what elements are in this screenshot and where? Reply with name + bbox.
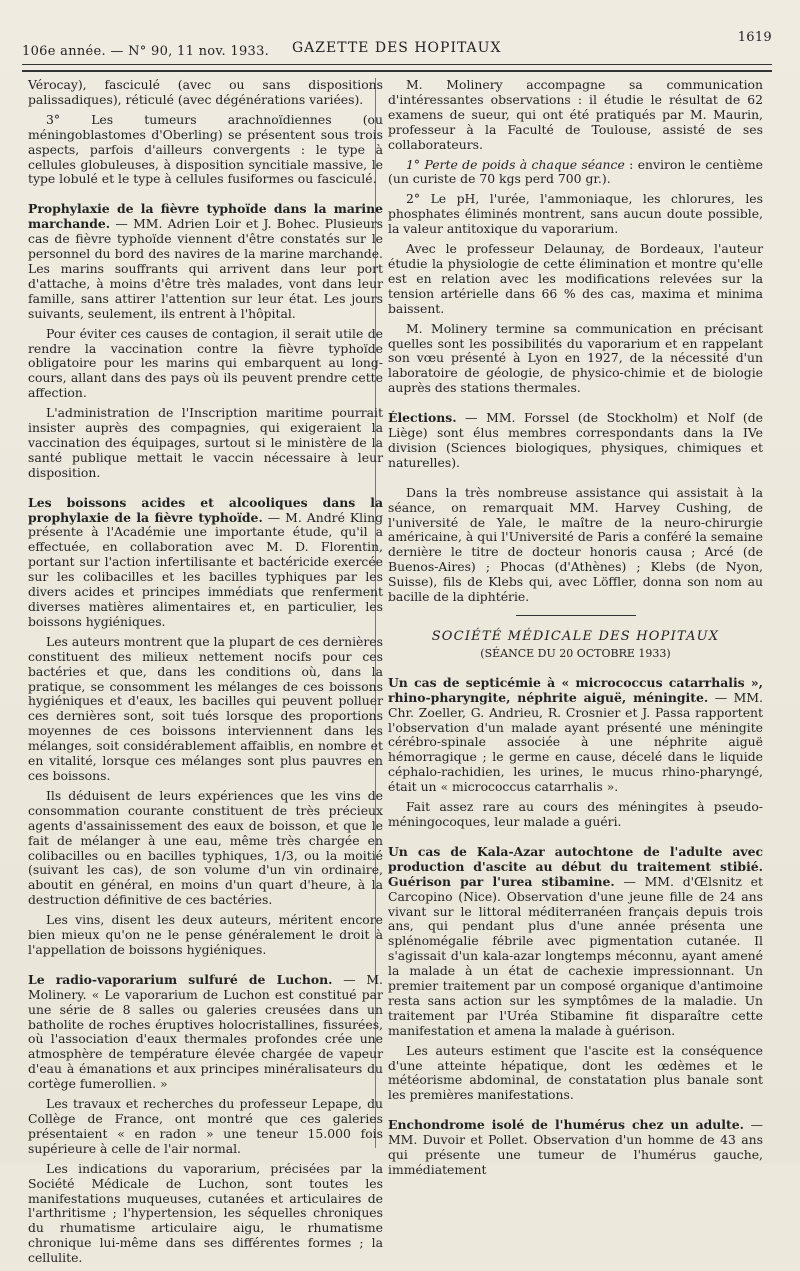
article-body: présente à l'Académie une importante étude, qu'il a effectuée, en collaboration avec M. D. Florentin, portant sur l'action infertilisante et bactéricide exercée sur les colibacilles et les bacilles typhiques par les divers acides et principes immédiats que renferment diverses matières alimentaires et, en particulier, les boissons hygiéniques. (28, 524, 383, 629)
article-body: Observation d'une jeune fille de 24 ans vivant sur le littoral méditerranéen français depuis trois ans, qui pendant plus d'une année présenta une splénomégalie fébrile avec pigmentation cutanée. Il s'agissait d'un kala-azar longtemps méconnu, ayant amené la malade à un état de cachexie impressionnant. Un premier traitement par un composé organique d'antimoine resta sans action sur les symptômes de la maladie. Un traitement par l'Uréa Stibamine fit disparaître cette manifestation et amena la malade à guérison. (388, 888, 764, 1038)
article-authors: — M. André Kling (262, 509, 383, 525)
article-radio-vaporarium (28, 973, 383, 1092)
header-rule-thick (22, 70, 772, 72)
paragraph: Ils déduisent de leurs expériences que les vins de consommation courante constituent de très précieux agents d'assainissement des eaux de boisson, et que le fait de mélanger à une eau, même très chargée en colibacilles ou en bacilles typhiques, 1/3, ou la moitié (suivant les cas), de son volume d'un vin ordinaire, aboutit en général, en moins d'un quart d'heure, à la destruction définitive de ces bactéries. (28, 787, 383, 908)
section-divider (516, 615, 636, 616)
issue-info: 106e année. — N° 90, 11 nov. 1933. (22, 44, 270, 59)
page-header (22, 30, 772, 66)
paragraph: M. Molinery termine sa communication en précisant quelles sont les possibilités du vaporarium et en rappelant son vœu présenté à Lyon en 1927, de la nécessité d'un laboratoire de géologie, de physico-chimie et de biologie auprès des stations thermales. (388, 320, 763, 396)
article-typhoid-marine (28, 202, 383, 321)
article-body: Plusieurs cas de fièvre typhoïde viennent d'être constatés sur le personnel du bord des navires de la marine marchande. Les marins souffrants qui arrivent dans leur port d'attache, à moins d'être très malades, vont dans leur famille, sans attirer l'attention sur leur état. Les jours suivants, seulement, ils entrent à l'hôpital. (28, 216, 383, 321)
article-elections (388, 411, 763, 471)
paragraph: Avec le professeur Delaunay, de Bordeaux, l'auteur étudie la physiologie de cette élimination et montre qu'elle est en relation avec les modifications relevées sur la tension artérielle dans 66 % des cas, maxima et minima baissent. (388, 241, 763, 316)
paragraph: 2° Le pH, l'urée, l'ammoniaque, les chlorures, les phosphates éliminés montrent, sans aucun doute possible, la valeur antitoxique du vaporarium. (388, 191, 763, 237)
right-column (388, 78, 763, 1183)
paragraph: Les vins, disent les deux auteurs, méritent encore bien mieux qu'on ne le pense généralement le droit à l'appellation de boissons hygiéniques. (28, 912, 383, 957)
article-authors: — MM. d'Œlsnitz et Carcopino (Nice). (388, 873, 763, 904)
article-body: rapportent l'observation d'un malade ayant présenté une méningite cérébro-spinale associée à une néphrite aiguë hémorragique ; le germe en cause, décelé dans le liquide céphalo-rachidien, les urines, le mucus rhino-pharyngé, était un « micrococcus catarrhalis ». (388, 704, 763, 795)
article-title: Enchondrome isolé de l'humérus chez un adulte. (388, 1117, 744, 1133)
paragraph: Dans la très nombreuse assistance qui assistait à la séance, on remarquait MM. Harvey Cushing, de l'université de Yale, le maître de la neuro-chirurgie américaine, à qui l'Université de Paris a conféré la semaine dernière le titre de docteur honoris causa ; Arcé (de Buenos-Aires) ; Phocas (d'Athènes) ; Klebs (de Nyon, Suisse), fils de Klebs qui, avec Löffler, donna son nom au bacille de la diphtérie. (388, 484, 763, 605)
article-body: Observation d'un homme de 43 ans qui présente une tumeur de l'humérus gauche, immédiatement (388, 1132, 763, 1177)
header-rule (22, 64, 772, 65)
article-authors: — M. Molinery. (28, 971, 383, 1002)
article-title: Le radio-vaporarium sulfuré de Luchon. (28, 971, 333, 987)
paragraph: M. Molinery accompagne sa communication d'intéressantes observations : il étudie le résultat de 62 examens de sueur, qui ont été pratiqués par M. Maurin, professeur à la Faculté de Toulouse, assisté de ses collaborateurs. (388, 77, 763, 152)
emphasis: 1° Perte de poids à chaque séance (406, 156, 625, 172)
paragraph: Fait assez rare au cours des méningites à pseudo-méningocoques, leur malade a guéri. (388, 799, 763, 829)
paragraph: 3° Les tumeurs arachnoïdiennes (ou méningoblastomes d'Oberling) se présentent sous trois aspects, parfois d'ailleurs convergents : le type à cellules globuleuses, à disposition syncitiale massive, le type lobulé et le type à cellules fusiformes ou fasciculé. (28, 111, 383, 187)
article-authors: — MM. Chr. Zoeller, G. Andrieu, R. Crosnier et J. Passa (388, 689, 763, 720)
left-column (28, 78, 383, 1271)
article-title: Prophylaxie de la fièvre typhoïde dans la marine marchande. (28, 201, 383, 232)
article-authors: — MM. Duvoir et Pollet. (388, 1117, 763, 1148)
article-enchondroma (388, 1118, 763, 1178)
page-number: 1619 (737, 30, 772, 45)
text: : environ le centième (un curiste de 70 kgs perd 700 gr.). (388, 156, 763, 187)
article-title: Un cas de septicémie à « micrococcus catarrhalis », rhino-pharyngite, néphrite aiguë, méningite. (388, 674, 763, 705)
paragraph: Vérocay), fasciculé (avec ou sans dispositions palissadiques), réticulé (avec dégénérations variées). (28, 77, 383, 107)
article-title: Élections. (388, 410, 457, 426)
article-kala-azar (388, 845, 763, 1039)
paragraph: L'administration de l'Inscription maritime pourrait insister auprès des compagnies, qui exigeraient la vaccination des équipages, surtout si le ministère de la santé publique mettait le vaccin nécessaire à leur disposition. (28, 405, 383, 480)
article-title: Les boissons acides et alcooliques dans la prophylaxie de la fièvre typhoïde. (28, 494, 383, 525)
paragraph (388, 158, 763, 188)
publication-title: GAZETTE DES HOPITAUX (292, 40, 502, 56)
article-authors: — MM. Adrien Loir et J. Bohec. (110, 216, 325, 232)
article-acid-drinks (28, 496, 383, 630)
paragraph: Les indications du vaporarium, précisées par la Société Médicale de Luchon, sont toutes les manifestations muqueuses, cutanées et articulaires de l'arthritisme ; l'hypertension, les séquelles chroniques du rhumatisme articulaire aigu, le rhumatisme chronique lui-même dans ses différentes formes ; la cellulite. (28, 1160, 383, 1266)
article-septicemia (388, 676, 763, 795)
article-body: — MM. Forssel (de Stockholm) et Nolf (de Liège) sont élus membres correspondants dans la IVe division (Sciences biologiques, physiques, chimiques et naturelles). (388, 410, 763, 470)
paragraph: Les auteurs estiment que l'ascite est la conséquence d'une atteinte hépatique, dont les œdèmes et le météorisme abdominal, de constatation plus banale sont les premières manifestations. (388, 1042, 763, 1103)
section-title: SOCIÉTÉ MÉDICALE DES HOPITAUX (431, 629, 720, 644)
paragraph: Pour éviter ces causes de contagion, il serait utile de rendre la vaccination contre la fièvre typhoïde obligatoire pour les marins qui embarquent au long-cours, allant dans des pays où ils peuvent prendre cette affection. (28, 325, 383, 401)
article-body: « Le vaporarium de Luchon est constitué par une série de 8 salles ou galeries creusées dans un batholite de roches éruptives holocristallines, fissurées, où l'association d'eaux thermales profondes crée une atmosphère de température élevée chargée de vapeur d'eau à émanations et aux principes minéralisateurs du cortège fumerollien. » (28, 986, 383, 1092)
paragraph: Les travaux et recherches du professeur Lepape, du Collège de France, ont montré que ces galeries présentaient « en radon » une teneur 15.000 fois supérieure à celle de l'air normal. (28, 1096, 383, 1156)
paragraph: Les auteurs montrent que la plupart de ces dernières constituent des milieux nettement nocifs pour ces bactéries et que, dans les conditions où, dans la pratique, se consomment les mélanges de ces boissons hygiéniques et d'eaux, les bacilles qui peuvent polluer ces dernières sont, soit tués lorsque des proportions moyennes de ces boissons interviennent dans les mélanges, soit considérablement affaiblis, en nombre et en vitalité, lorsque ces mélanges sont plus pauvres en ces boissons. (28, 633, 383, 783)
article-title: Un cas de Kala-Azar autochtone de l'adulte avec production d'ascite au début du traitement stibié. Guérison par l'urea stibamine. (388, 843, 763, 889)
section-subtitle: (SÉANCE DU 20 OCTOBRE 1933) (480, 646, 671, 660)
